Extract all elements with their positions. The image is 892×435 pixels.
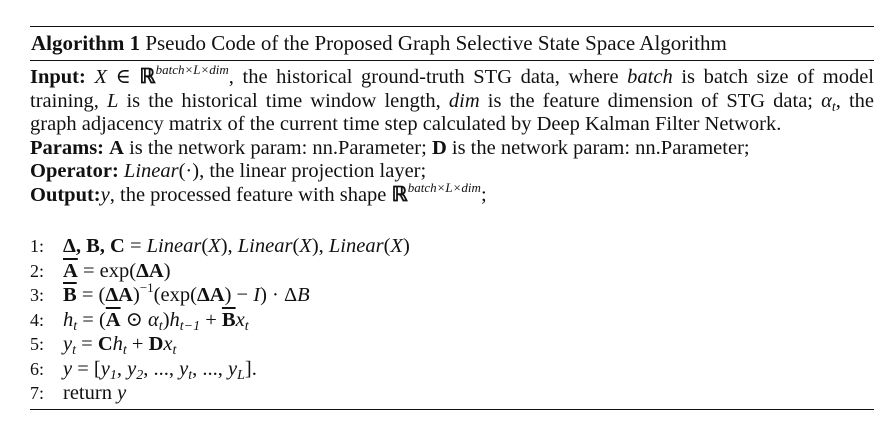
operator-text: Linear(·), the linear projection layer; (123, 160, 427, 182)
step-text: $\overline{A} = \exp(\Delta A)$ (63, 259, 171, 282)
algorithm-caption (30, 27, 874, 60)
step-text: return y (63, 382, 127, 404)
step-number: 4: (30, 309, 45, 330)
step-3 (30, 280, 874, 308)
output-label: Output: (30, 183, 101, 206)
step-number: 6: (30, 358, 45, 379)
step-2 (30, 259, 874, 284)
params-line (30, 137, 874, 161)
step-6 (30, 357, 874, 382)
algorithm-steps (30, 234, 874, 406)
step-5 (30, 332, 874, 357)
step-text: $y_t = Ch_t + Dx_t$ (63, 333, 177, 358)
step-text: $h_t = (\overline{A}$ ⊙ $\alpha_t)h_{t-1} + \overline{B}x_t$ (63, 308, 249, 334)
input-label: Input: (30, 66, 86, 88)
step-number: 7: (30, 383, 45, 403)
step-text: $\overline{B} = (\Delta A)^{-1}(\exp(\Delta A) - I) \cdot \Delta B$ (63, 280, 310, 306)
step-7 (30, 381, 874, 406)
step-text: Δ, B, C = Linear(X), Linear(X), Linear(X) (63, 235, 410, 257)
algorithm-block (30, 26, 874, 406)
output-line (30, 179, 874, 208)
step-number: 2: (30, 260, 45, 281)
operator-label: Operator: (30, 160, 119, 182)
step-number: 5: (30, 334, 45, 354)
step-1 (30, 234, 874, 259)
step-number: 1: (30, 236, 45, 256)
step-text: $y = [y_1$, $y_2$, ..., $y_t$, ..., $y_L$]. (63, 357, 257, 383)
algorithm-header (30, 61, 874, 207)
input-text: X ∈ ℝ$^{batch\times L\times dim}$, the historical ground-truth STG data, where batch is batch size of model training, L is the historical time window length, dim is the feature dimension of STG data; $\alpha_t$, the graph adjacency matrix of the current time step calculated by Deep Kalman Filter Network. (30, 62, 874, 135)
output-text: y, the processed feature with shape ℝ$^{batch\times L\times dim}$; (100, 179, 487, 206)
params-label: Params: (30, 136, 105, 159)
step-number: 3: (30, 285, 45, 305)
caption-text: Pseudo Code of the Proposed Graph Selective State Space Algorithm (145, 31, 727, 55)
bottom-rule (30, 409, 874, 410)
params-text: A is the network param: nn.Parameter; D is the network param: nn.Parameter; (109, 136, 750, 159)
input-line (30, 62, 874, 137)
caption-label: Algorithm 1 (31, 31, 141, 55)
step-4 (30, 308, 874, 333)
